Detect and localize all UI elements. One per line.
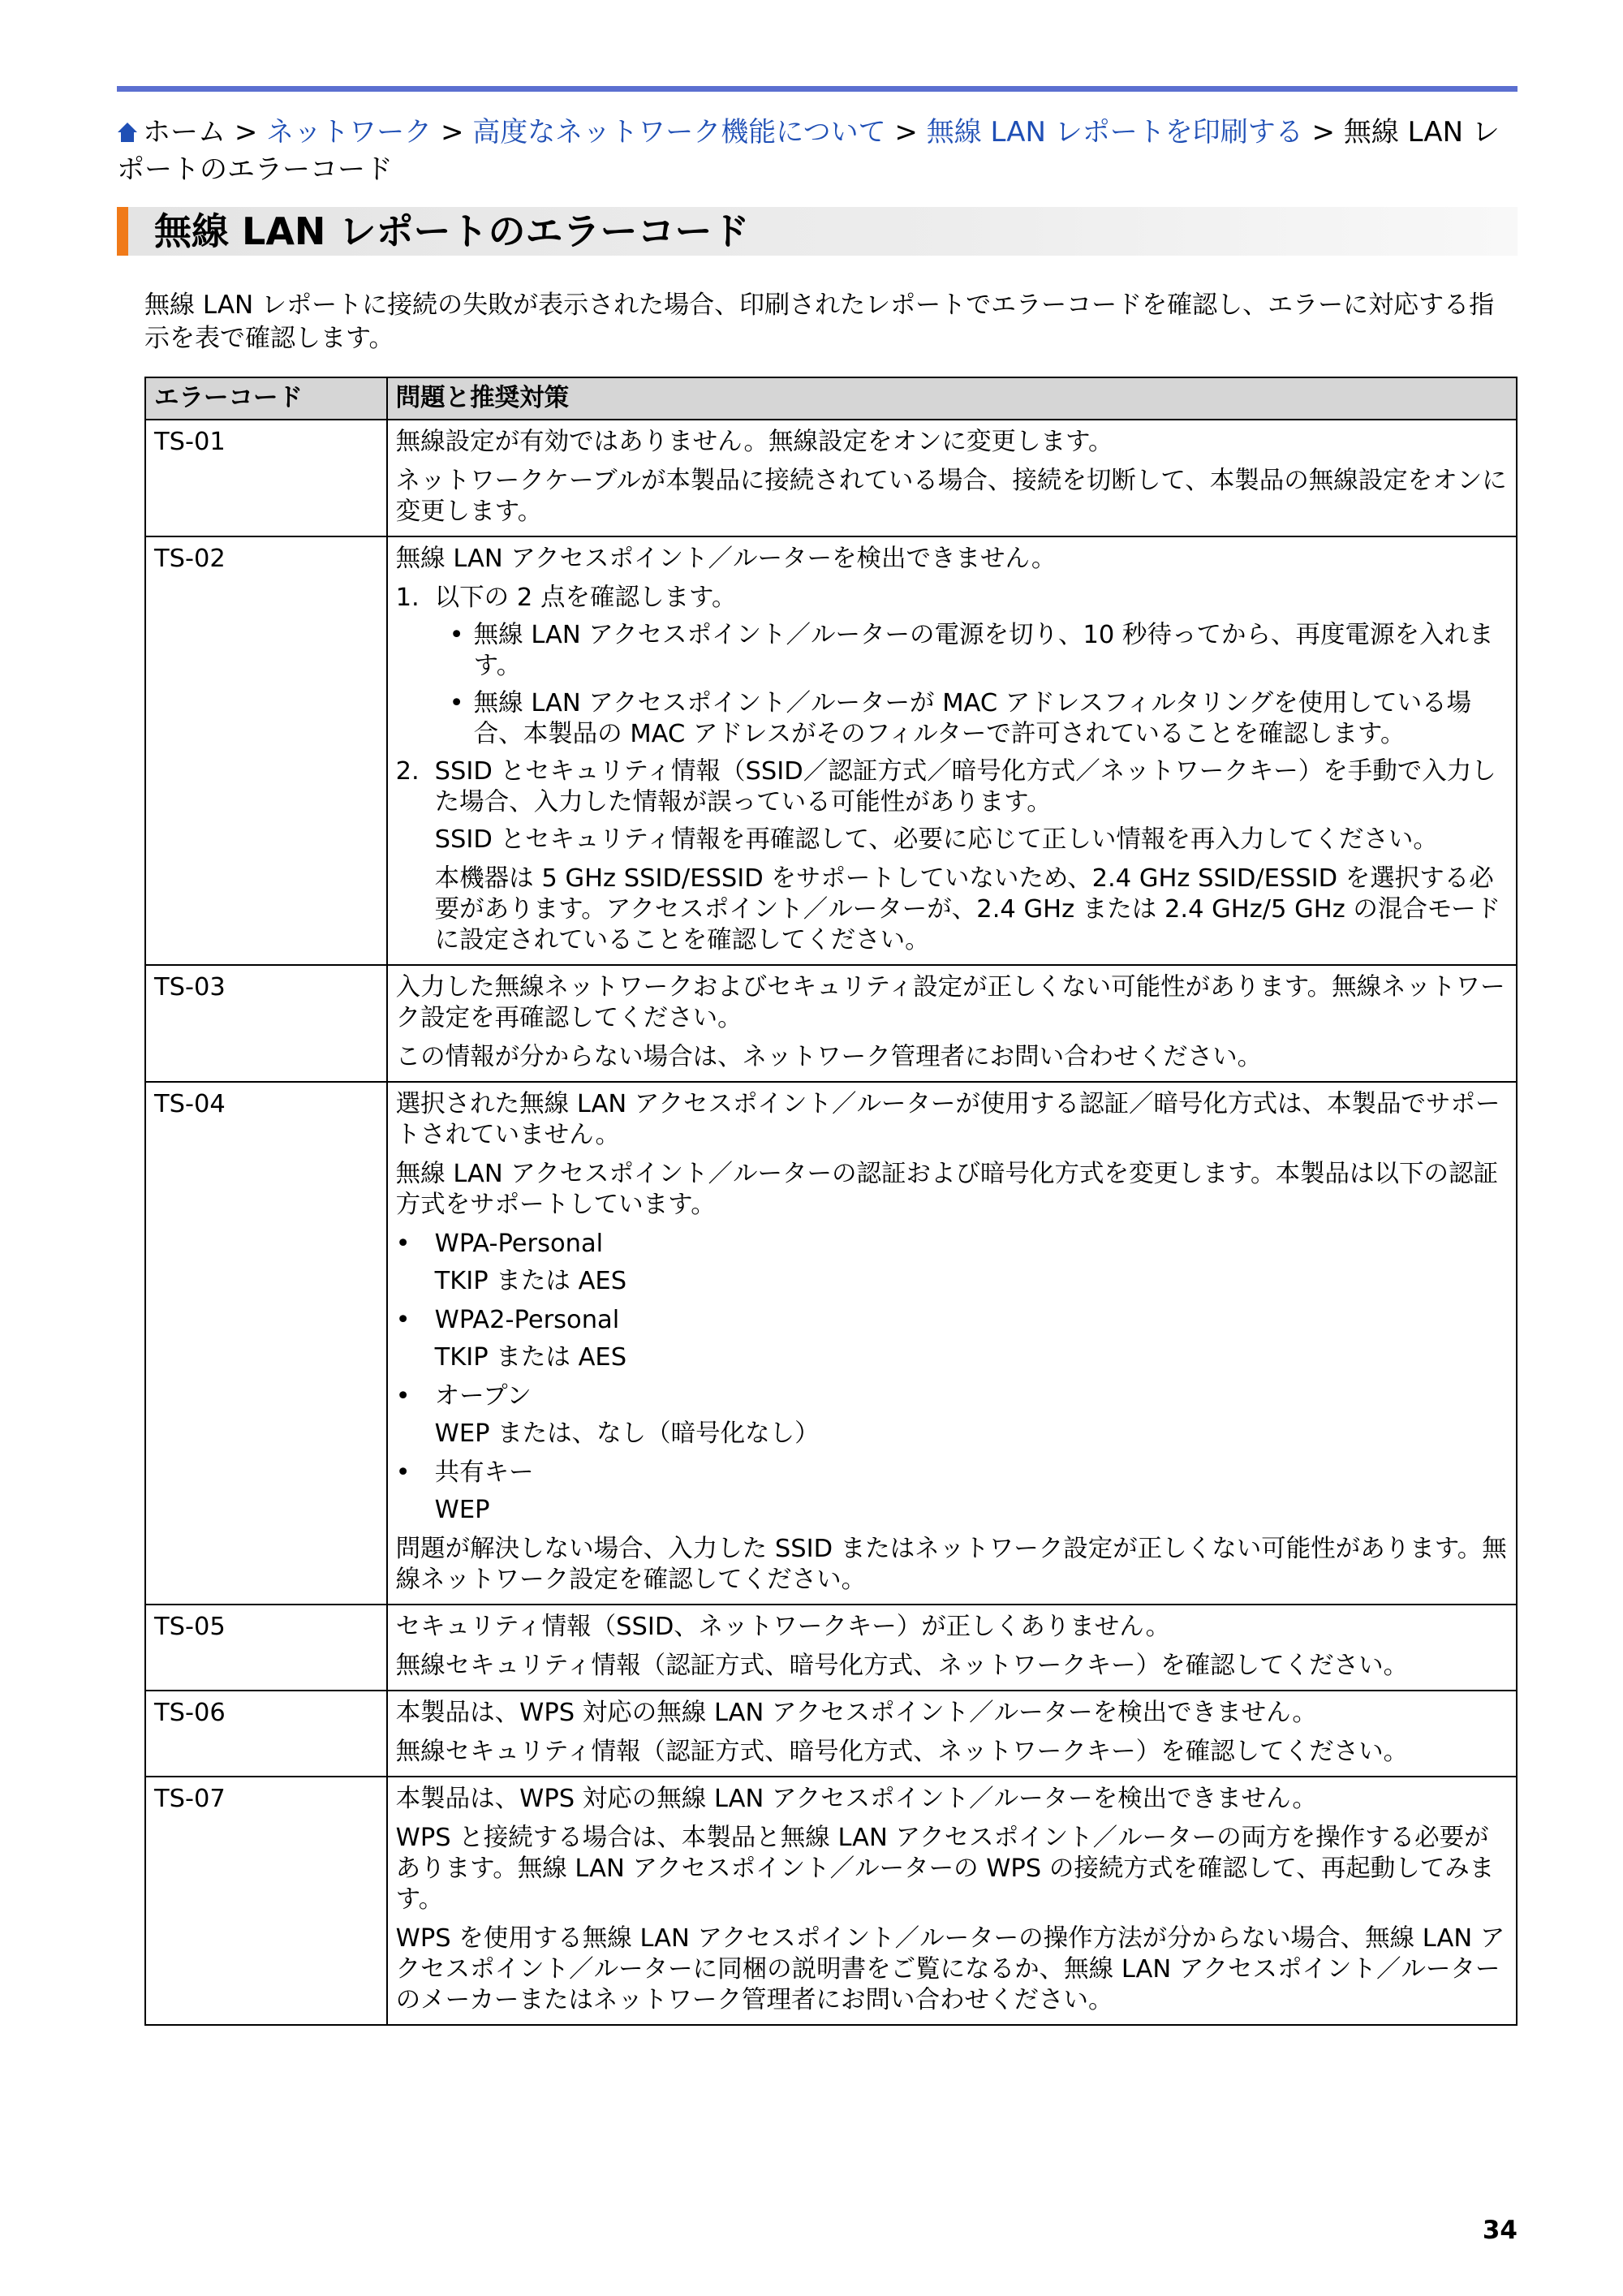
breadcrumb-separator: > [1311,116,1336,149]
solution-text: 本製品は、WPS 対応の無線 LAN アクセスポイント／ルーターを検出できません。 [395,1785,1317,1813]
bullet: • [449,621,464,649]
solution-text: 無線設定が有効ではありません。無線設定をオンに変更します。 [395,428,1113,456]
column-header-code: エラーコード [145,377,387,420]
breadcrumb-link-network[interactable]: ネットワーク [266,116,433,149]
table-row [145,420,1517,536]
breadcrumb-separator: > [894,116,918,149]
auth-method-detail: TKIP または AES [434,1267,627,1295]
solution-cell [387,1777,1517,2025]
table-row [145,536,1517,965]
auth-method-name: WPA2-Personal [434,1306,620,1334]
table-row [145,1605,1517,1691]
auth-method-detail: WEP [434,1496,490,1524]
solution-text: 入力した無線ネットワークおよびセキュリティ設定が正しくない可能性があります。無線ネットワーク設定を再確認してください。 [395,973,1505,1032]
section-heading [117,207,1518,256]
step-note: 本機器は 5 GHz SSID/ESSID をサポートしていないため、2.4 GHz SSID/ESSID を選択する必要があります。アクセスポイント／ルーターが、2.4 GHz または 2.4 GHz/5 GHz の混合モードに設定されていることを確認してください。 [434,864,1501,954]
solution-text: 無線 LAN アクセスポイント／ルーターを検出できません。 [395,545,1057,573]
auth-method-item [396,1381,1508,1412]
auth-method-item [396,1458,1508,1488]
table-header-row [145,377,1517,420]
breadcrumb [117,114,1518,188]
solution-cell [387,420,1517,536]
error-code-cell: TS-01 [145,420,387,536]
step-number: 2. [395,757,420,786]
solution-text: 無線セキュリティ情報（認証方式、暗号化方式、ネットワークキー）を確認してください。 [395,1738,1409,1766]
error-code-cell: TS-03 [145,965,387,1082]
solution-text: 選択された無線 LAN アクセスポイント／ルーターが使用する認証／暗号化方式は、本製品でサポートされていません。 [395,1090,1500,1149]
error-code-cell: TS-04 [145,1082,387,1605]
solution-text: 無線 LAN アクセスポイント／ルーターの認証および暗号化方式を変更します。本製品は以下の認証方式をサポートしています。 [395,1160,1499,1219]
solution-text: この情報が分からない場合は、ネットワーク管理者にお問い合わせください。 [395,1043,1263,1071]
numbered-step [396,583,1508,614]
step-number: 1. [395,584,420,612]
heading-accent-bar [117,207,128,256]
solution-text: WPS と接続する場合は、本製品と無線 LAN アクセスポイント／ルーターの両方を操作する必要があります。無線 LAN アクセスポイント／ルーターの WPS の接続方式を確認して、再起動してみます。 [395,1824,1495,1914]
step-note: SSID とセキュリティ情報を再確認して、必要に応じて正しい情報を再入力してください。 [434,825,1438,854]
numbered-step [396,756,1508,818]
breadcrumb-current: 無線 LAN レポートのエラーコード [117,116,1500,186]
auth-method-name: WPA-Personal [434,1230,604,1258]
solution-text: 無線セキュリティ情報（認証方式、暗号化方式、ネットワークキー）を確認してください。 [395,1652,1409,1680]
table-row [145,1691,1517,1777]
breadcrumb-link-print-report[interactable]: 無線 LAN レポートを印刷する [926,116,1303,149]
step-text: SSID とセキュリティ情報（SSID／認証方式／暗号化方式／ネットワークキー）を手動で入力した場合、入力した情報が誤っている可能性があります。 [434,757,1496,816]
auth-method-item [396,1305,1508,1336]
breadcrumb-separator: > [234,116,258,149]
auth-method-detail: TKIP または AES [434,1343,627,1372]
page-number: 34 [1482,2216,1518,2245]
solution-text: 問題が解決しない場合、入力した SSID またはネットワーク設定が正しくない可能性があります。無線ネットワーク設定を確認してください。 [395,1535,1507,1594]
breadcrumb-home: ホーム [143,116,226,149]
solution-cell [387,536,1517,965]
error-code-cell: TS-07 [145,1777,387,2025]
breadcrumb-link-advanced[interactable]: 高度なネットワーク機能について [472,116,886,149]
page-title: 無線 LAN レポートのエラーコード [154,209,750,253]
auth-method-name: 共有キー [434,1458,534,1487]
table-row [145,1082,1517,1605]
bullet-text: 無線 LAN アクセスポイント／ルーターが MAC アドレスフィルタリングを使用している場合、本製品の MAC アドレスがそのフィルターで許可されていることを確認します。 [473,689,1472,748]
breadcrumb-separator: > [440,116,464,149]
bullet: • [395,1382,411,1411]
bullet: • [395,1230,411,1258]
solution-cell [387,1605,1517,1691]
error-code-cell: TS-06 [145,1691,387,1777]
auth-method-name: オープン [434,1382,532,1411]
table-row [145,1777,1517,2025]
solution-text: セキュリティ情報（SSID、ネットワークキー）が正しくありません。 [395,1613,1171,1641]
top-rule [117,86,1518,92]
bullet-item [396,620,1508,682]
error-code-cell: TS-02 [145,536,387,965]
bullet-text: 無線 LAN アクセスポイント／ルーターの電源を切り、10 秒待ってから、再度電源を入れます。 [473,621,1494,680]
auth-method-detail: WEP または、なし（暗号化なし） [434,1419,820,1448]
bullet-item [396,688,1508,750]
home-icon[interactable] [117,116,138,139]
step-text: 以下の 2 点を確認します。 [434,584,737,612]
auth-method-item [396,1229,1508,1260]
table-row [145,965,1517,1082]
error-code-table [144,377,1518,2026]
solution-cell [387,1082,1517,1605]
solution-cell [387,965,1517,1082]
error-code-cell: TS-05 [145,1605,387,1691]
column-header-solution: 問題と推奨対策 [387,377,1517,420]
solution-text: WPS を使用する無線 LAN アクセスポイント／ルーターの操作方法が分からない場合、無線 LAN アクセスポイント／ルーターに同梱の説明書をご覧になるか、無線 LAN アクセスポイント／ルーターのメーカーまたはネットワーク管理者にお問い合わせください。 [395,1924,1505,2014]
bullet: • [395,1306,411,1334]
solution-text: ネットワークケーブルが本製品に接続されている場合、接続を切断して、本製品の無線設定をオンに変更します。 [395,467,1507,526]
solution-cell [387,1691,1517,1777]
intro-text: 無線 LAN レポートに接続の失敗が表示された場合、印刷されたレポートでエラーコードを確認し、エラーに対応する指示を表で確認します。 [144,291,1495,353]
bullet: • [395,1458,411,1487]
solution-text: 本製品は、WPS 対応の無線 LAN アクセスポイント／ルーターを検出できません。 [395,1699,1317,1727]
bullet: • [449,689,464,717]
